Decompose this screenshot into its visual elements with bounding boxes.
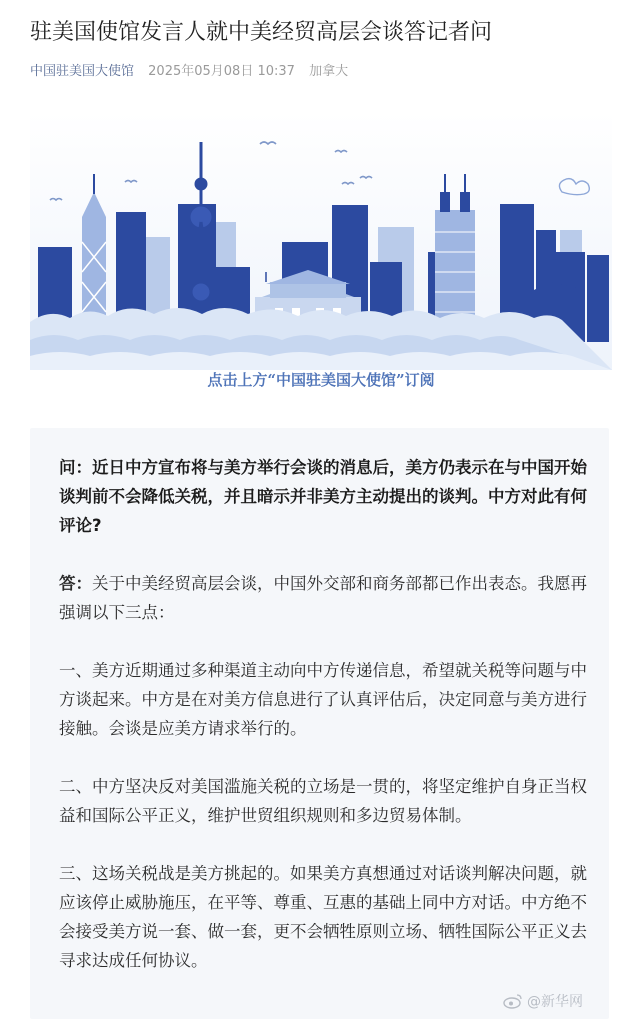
watermark-text: @新华网 [527, 994, 583, 1010]
city-skyline-banner [30, 112, 612, 370]
answer-paragraph [59, 569, 589, 627]
publish-time: 2025年05月08日 10:37 [148, 64, 295, 79]
article-title: 驻美国使馆发言人就中美经贸高层会谈答记者问 [30, 20, 493, 45]
account-name-link[interactable]: 中国驻美国大使馆 [30, 64, 135, 79]
point-paragraph-1: 一、美方近期通过多种渠道主动向中方传递信息，希望就关税等问题与中方谈起来。中方是在对美方信息进行了认真评估后，决定同意与美方进行接触。会谈是应美方请求举行的。 [59, 661, 587, 738]
article-meta [30, 61, 348, 83]
foreground-clouds [30, 308, 612, 370]
subscribe-hint: 点击上方“中国驻美国大使馆”订阅 [207, 371, 435, 389]
weibo-icon [503, 993, 523, 1009]
question-text: 近日中方宣布将与美方举行会谈的消息后，美方仍表示在与中国开始谈判前不会降低关税，并且暗示并非美方主动提出的谈判。中方对此有何评论? [59, 458, 587, 535]
question-label: 问： [59, 458, 92, 477]
qa-content [59, 453, 589, 975]
point-paragraph-2: 二、中方坚决反对美国滥施关税的立场是一贯的，将坚定维护自身正当权益和国际公平正义，维护世贸组织规则和多边贸易体制。 [59, 777, 587, 825]
point-paragraph-3: 三、这场关税战是美方挑起的。如果美方真想通过对话谈判解决问题，就应该停止威胁施压，在平等、尊重、互惠的基础上同中方对话。中方绝不会接受美方说一套、做一套，更不会牺牲原则立场、牺牲国际公平正义去寻求达成任何协议。 [59, 864, 587, 970]
answer-label: 答： [59, 574, 92, 593]
question-paragraph [59, 453, 589, 540]
qa-card [30, 428, 609, 1019]
publish-location: 加拿大 [309, 64, 349, 79]
answer-intro: 关于中美经贸高层会谈，中国外交部和商务部都已作出表态。我愿再强调以下三点： [59, 574, 587, 622]
source-watermark [503, 991, 583, 1011]
